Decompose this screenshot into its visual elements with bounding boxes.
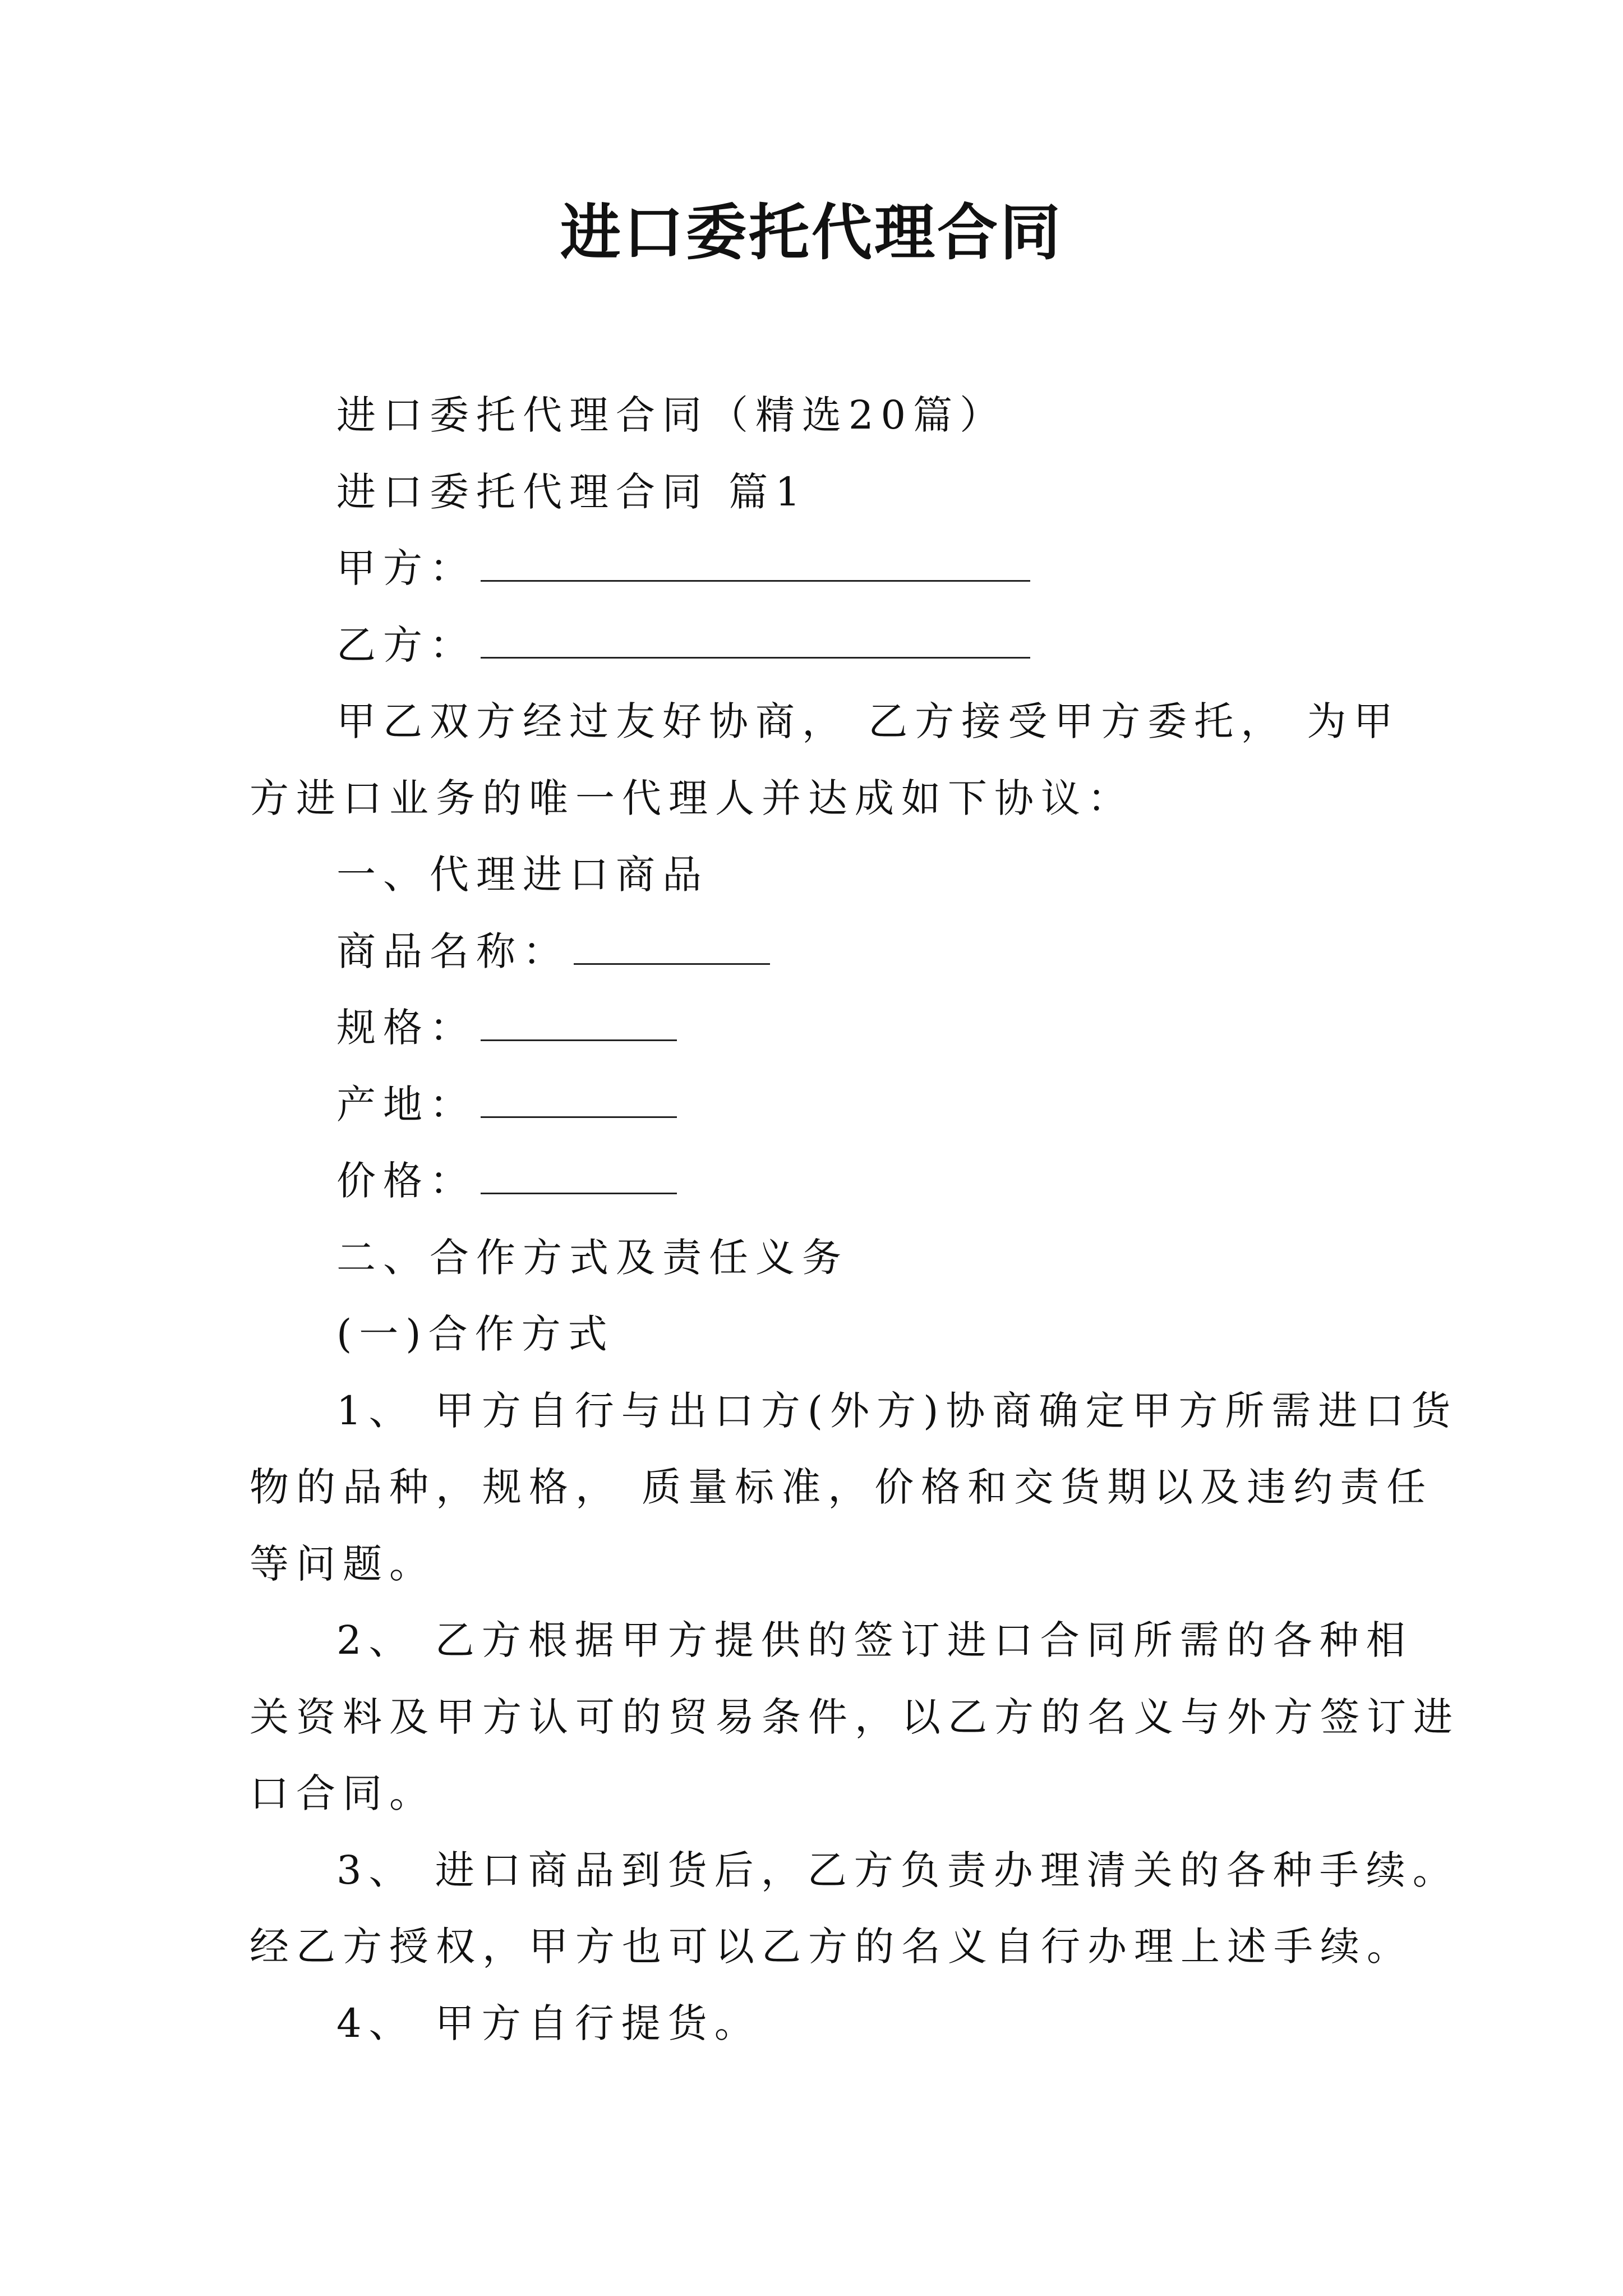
party-b-label: 乙方： <box>336 622 476 668</box>
paragraph-line: 物的品种，规格， 质量标准，价格和交货期以及违约责任 <box>250 1464 1433 1510</box>
clause-heading: 二、合作方式及责任义务 <box>336 1234 849 1281</box>
origin-line <box>250 1066 1394 1143</box>
spec-line <box>250 990 1394 1066</box>
section-heading: 进口委托代理合同 篇1 <box>336 468 808 515</box>
paragraph-line: 3、 进口商品到货后，乙方负责办理清关的各种手续。 <box>336 1847 1459 1893</box>
paragraph-line: 关资料及甲方认可的贸易条件，以乙方的名义与外方签订进 <box>250 1694 1460 1740</box>
spec-label: 规格： <box>336 1005 476 1051</box>
product-name-blank <box>574 924 770 965</box>
clause-heading: 一、代理进口商品 <box>336 852 709 898</box>
sub-clause-heading: (一)合作方式 <box>336 1311 615 1357</box>
product-name-line <box>250 913 1394 990</box>
document-body <box>250 377 1460 2062</box>
party-a-line <box>250 530 1394 607</box>
party-b-blank <box>481 618 1030 659</box>
paragraph-line: 4、 甲方自行提货。 <box>336 2000 761 2046</box>
price-label: 价格： <box>336 1158 476 1204</box>
party-a-label: 甲方： <box>336 545 476 591</box>
subtitle-line: 进口委托代理合同（精选20篇） <box>336 392 1007 438</box>
paragraph-line: 口合同。 <box>250 1770 436 1816</box>
price-blank <box>481 1153 677 1194</box>
price-line <box>250 1143 1394 1220</box>
spec-blank <box>481 1000 677 1041</box>
product-name-label: 商品名称： <box>336 928 569 974</box>
party-a-blank <box>481 541 1030 582</box>
party-b-line <box>250 607 1394 684</box>
origin-label: 产地： <box>336 1081 476 1128</box>
paragraph-line: 等问题。 <box>250 1540 436 1587</box>
origin-blank <box>481 1077 677 1118</box>
paragraph-line: 2、 乙方根据甲方提供的签订进口合同所需的各种相 <box>336 1617 1413 1663</box>
paragraph-line: 甲乙双方经过友好协商， 乙方接受甲方委托， 为甲 <box>336 698 1400 744</box>
paragraph-line: 方进口业务的唯一代理人并达成如下协议： <box>250 775 1134 821</box>
document-title: 进口委托代理合同 <box>560 197 1063 268</box>
paragraph-line: 1、 甲方自行与出口方(外方)协商确定甲方所需进口货 <box>336 1387 1458 1434</box>
paragraph-line: 经乙方授权，甲方也可以乙方的名义自行办理上述手续。 <box>250 1924 1413 1970</box>
